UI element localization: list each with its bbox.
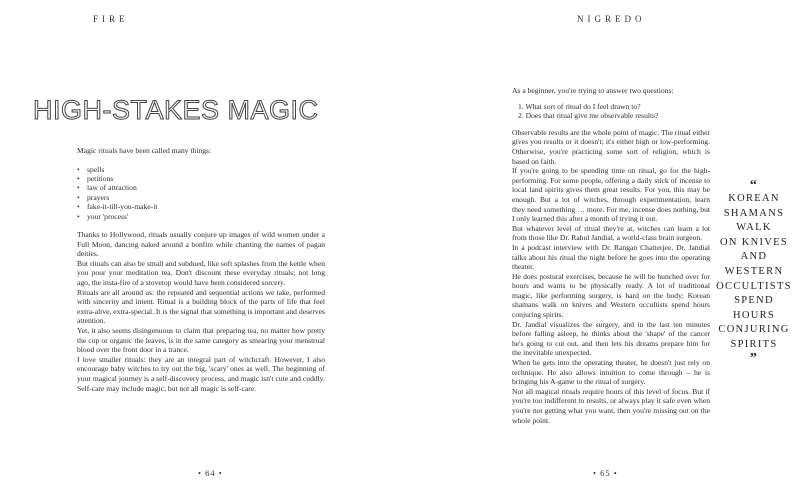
paragraph: Observable results are the whole point of magic. The ritual either gives you results or it doesn't; it's either high or low-performing. Otherwise, you're practicing some sort of religion, which is based on faith.: [512, 127, 710, 166]
paragraph: Thanks to Hollywood, rituals usually conjure up images of wild women under a Full Moon, dancing naked around a bonfire while chanting the names of pagan deities.: [77, 230, 325, 259]
paragraph: He does postural exercises, because he will be hunched over for hours and wants to be physically ready. A lot of traditional magic, like performing surgery, is hard on the body; Korean shamans walk on knives and Western occultists spend hours conjuring spirits.: [512, 271, 710, 320]
chapter-title: HIGH-STAKES MAGIC: [33, 95, 319, 125]
pull-quote-line: SPIRITS: [730, 338, 778, 350]
running-head-right: NIGREDO: [577, 14, 646, 24]
page-number-right: • 65 •: [593, 468, 618, 478]
page-number-left: • 64 •: [198, 468, 223, 478]
intro-paragraph: Magic rituals have been called many things:: [77, 146, 212, 155]
paragraph: If you're going to be spending time on ritual, go for the high-performing. For some people, offering a daily stick of incense to local land spirits gives them great results. For you, this may be enough. But a lot of witches, through experimentation, learn they need something … more. For me, incense does nothing, but I only learned this after a month of trying it out.: [512, 166, 710, 224]
list-item: • spells: [77, 165, 325, 174]
list-item: • your 'process': [77, 212, 325, 221]
list-item: • fake-it-till-you-make-it: [77, 202, 325, 211]
list-item: 2. Does that ritual give me observable results?: [518, 111, 659, 121]
paragraph: Yet, it also seems disingenuous to claim that preparing tea, no matter how pretty the cup or organic the leaves, is in the same category as smearing your menstrual blood over the front door in a trance.: [77, 325, 325, 355]
pull-quote: [713, 180, 795, 365]
pull-quote-line: OCCULTISTS: [716, 280, 792, 292]
paragraph: Not all magical rituals require hours of this level of focus. But if you're too indifferent to results, or always play it safe even when you're not getting what you want, then you're missing out on the whole point.: [512, 386, 710, 425]
left-body-text: [77, 146, 325, 393]
pull-quote-line: AND WESTERN: [724, 251, 784, 277]
pull-quote-line: SPEND HOURS: [732, 295, 776, 321]
paragraph: But whatever level of ritual they're at, witches can learn a lot from those like Dr. Rahul Jandial, a world-class brain surgeon.: [512, 223, 710, 243]
paragraph: I love smaller rituals: they are an integral part of witchcraft. However, I also encourage baby witches to try out the big, 'scary' ones as well. The beginning of your magical journey is a self-discovery process, and magic isn't cute and cuddly. Self-care may include magic, but not all magic is self-care.: [77, 354, 325, 393]
list-item: 1. What sort of ritual do I feel drawn to?: [518, 101, 641, 111]
pull-quote-line: KOREAN: [728, 193, 780, 204]
list-item: • petitions: [77, 174, 325, 183]
list-item: • prayers: [77, 193, 325, 202]
intro-paragraph: As a beginner, you're trying to answer two questions:: [512, 86, 674, 95]
list-item: • law of attraction: [77, 183, 325, 192]
pull-quote-line: CONJURING: [718, 324, 790, 336]
running-head-left: FIRE: [93, 14, 129, 24]
paragraph: Dr. Jandial visualizes the surgery, and in the last ten minutes before falling asleep, he thinks about the 'shape' of the cancer he's going to cut out, and then lets his dreams prepare him for the inevitable unexpected.: [512, 319, 710, 358]
pull-quote-line: SHAMANS WALK: [723, 207, 785, 234]
questions-list: [512, 102, 710, 121]
ritual-names-list: [77, 165, 325, 221]
right-body-text: [512, 86, 710, 425]
paragraph: Rituals are all around us: the repeated and sequential actions we take, performed with sincerity and intent. Ritual is a building block of the parts of life that feel extra-alive, extra-special. It is the signal that something is important and deserves attention.: [77, 287, 325, 326]
pull-quote-line: ON KNIVES: [720, 236, 788, 248]
paragraph: When he gets into the operating theater, he doesn't just rely on technique. He also allows intuition to come through – he is bringing his A-game to the ritual of surgery.: [512, 358, 710, 387]
close-quote-mark: ”: [749, 350, 759, 366]
right-page: [400, 0, 800, 494]
paragraph: But rituals can also be small and subdued, like soft splashes from the kettle when you pour your meditation tea. Don't discount these everyday rituals; not long ago, the insta-fire of a stovetop would have been considered sorcery.: [77, 258, 325, 287]
open-quote-mark: “: [749, 178, 759, 193]
paragraph: In a podcast interview with Dr. Rangan Chatterjee, Dr. Jandial talks about his ritual the night before he goes into the operating theater.: [512, 242, 710, 272]
